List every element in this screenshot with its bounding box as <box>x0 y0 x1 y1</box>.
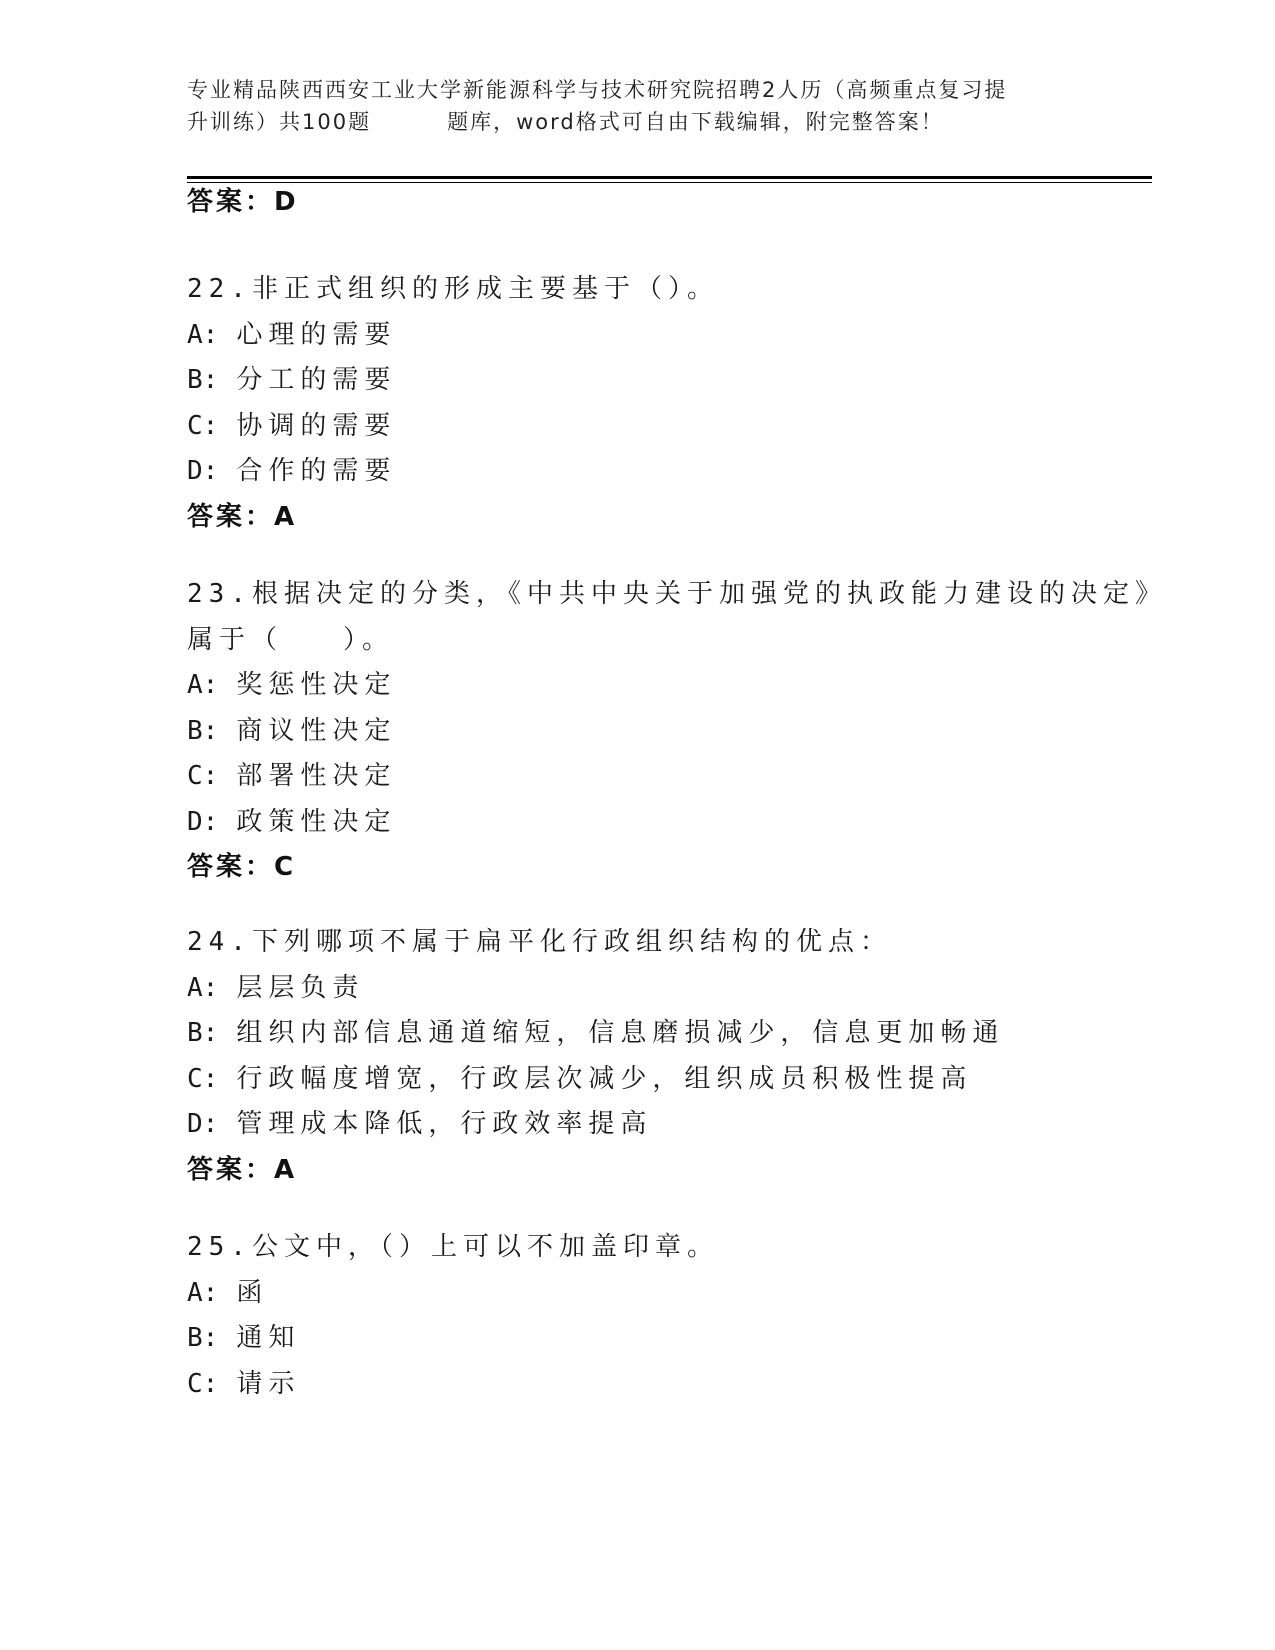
option-a: A: 心理的需要 <box>187 319 397 350</box>
option-c: C: 行政幅度增宽，行政层次减少，组织成员积极性提高 <box>187 1063 973 1094</box>
answer-value: C <box>274 852 295 882</box>
option-d: D: 管理成本降低，行政效率提高 <box>187 1109 653 1139</box>
option-c: C: 部署性决定 <box>187 761 397 791</box>
question-stem-continued: 属于（ ）。 <box>187 624 395 655</box>
answer-line: 答案：A <box>187 1154 296 1185</box>
document-header <box>187 74 1087 138</box>
prev-question-answer <box>187 180 1117 226</box>
question-22 <box>187 267 1117 540</box>
header-divider-thick <box>187 176 1152 179</box>
option-d: D: 政策性决定 <box>187 806 397 837</box>
question-stem: 24.下列哪项不属于扁平化行政组织结构的优点： <box>187 927 892 957</box>
option-a: A: 层层负责 <box>187 972 365 1003</box>
answer-value: A <box>274 501 296 532</box>
option-b: B: 分工的需要 <box>187 365 397 395</box>
answer-label: 答案： <box>187 187 275 217</box>
question-24 <box>187 920 1117 1193</box>
question-stem: 25.公文中，（）上可以不加盖印章。 <box>187 1232 719 1262</box>
question-23 <box>187 572 1167 891</box>
header-line-2-part-1: 升训练）共100题 <box>187 110 372 134</box>
option-d: D: 合作的需要 <box>187 456 397 486</box>
option-c: C: 请示 <box>187 1368 301 1399</box>
header-line-2-part-2: 题库，word格式可自由下载编辑，附完整答案！ <box>447 110 944 134</box>
answer-value: A <box>274 1154 296 1185</box>
option-a: A: 奖惩性决定 <box>187 670 397 700</box>
question-25 <box>187 1225 1117 1407</box>
option-a: A: 函 <box>187 1277 269 1308</box>
header-line-2 <box>187 106 1087 138</box>
header-line-1: 专业精品陕西西安工业大学新能源科学与技术研究院招聘2人历（高频重点复习提 <box>187 78 1008 102</box>
option-b: B: 商议性决定 <box>187 715 397 746</box>
option-b: B: 组织内部信息通道缩短，信息磨损减少，信息更加畅通 <box>187 1018 1005 1048</box>
answer-line: 答案：C <box>187 852 295 882</box>
answer-value: D <box>274 187 297 217</box>
answer-line: 答案：A <box>187 501 296 532</box>
question-stem: 23.根据决定的分类，《中共中央关于加强党的执政能力建设的决定》 <box>187 579 1167 609</box>
option-b: B: 通知 <box>187 1323 301 1353</box>
question-stem: 22.非正式组织的形成主要基于（）。 <box>187 274 719 304</box>
option-c: C: 协调的需要 <box>187 410 397 441</box>
